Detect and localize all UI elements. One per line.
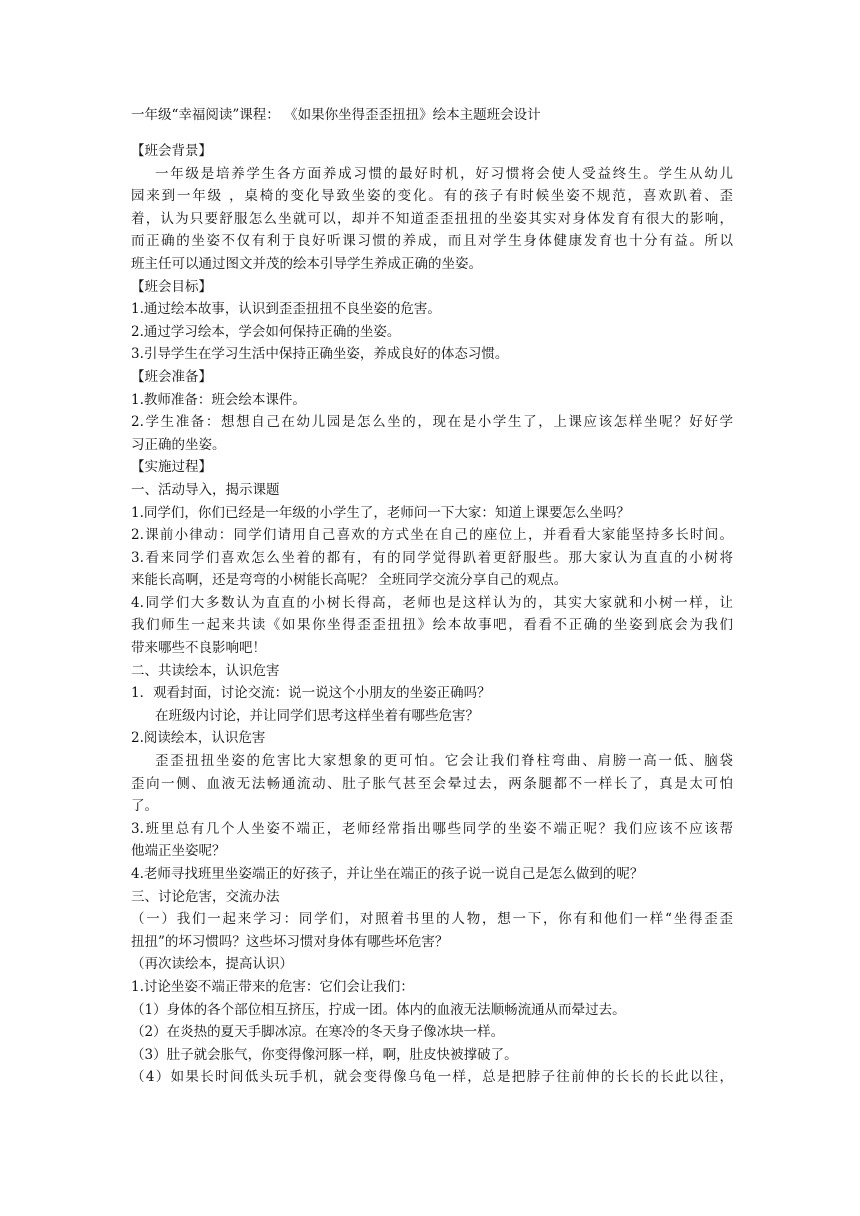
text-line: 3.看来同学们喜欢怎么坐着的都有，有的同学觉得趴着更舒服些。那大家认为直直的小树将: [131, 549, 733, 566]
text-line: 在班级内讨论，并让同学们思考这样坐着有哪些危害？: [155, 707, 479, 724]
text-line: 2.阅读绘本，认识危害: [131, 730, 266, 747]
text-line: （3）肚子就会胀气，你变得像河豚一样，啊，肚皮快被撑破了。: [131, 1046, 518, 1063]
text-line: 2.通过学习绘本，学会如何保持正确的坐姿。: [131, 323, 401, 340]
text-line: 【班会背景】: [131, 143, 212, 159]
text-line: 2.课前小律动：同学们请用自己喜欢的方式坐在自己的座位上，并看看大家能坚持多长时间。: [131, 527, 733, 544]
text-line: 来能长高啊，还是弯弯的小树能长高呢？ 全班同学交流分享自己的观点。: [131, 572, 568, 589]
text-line: 1.教师准备：班会绘本课件。: [131, 391, 306, 408]
text-line: 【班会准备】: [131, 368, 212, 385]
document-title: 一年级“幸福阅读”课程： 《如果你坐得歪歪扭扭》绘本主题班会设计: [131, 107, 541, 123]
text-line: 他端正坐姿呢？: [131, 843, 226, 860]
text-line: 我们师生一起来共读《如果你坐得歪歪扭扭》绘本故事吧，看看不正确的坐姿到底会为我们: [131, 617, 733, 634]
text-line: 带来哪些不良影响吧！: [131, 640, 266, 657]
text-line: 着，认为只要舒服怎么坐就可以，却并不知道歪歪扭扭的坐姿其实对身体发育有很大的影响，: [131, 210, 733, 227]
text-line: 1.讨论坐姿不端正带来的危害：它们会让我们：: [131, 978, 414, 995]
text-line: （4）如果长时间低头玩手机，就会变得像乌龟一样，总是把脖子往前伸的长长的长此以往，: [131, 1069, 733, 1086]
text-line: 扭扭”的坏习惯吗？这些坏习惯对身体有哪些坏危害？: [131, 933, 449, 950]
text-line: （再次读绘本，提高认识）: [131, 956, 293, 973]
text-line: 园来到一年级 ，桌椅的变化导致坐姿的变化。有的孩子有时候坐姿不规范，喜欢趴着、歪: [131, 188, 733, 205]
text-line: 三、讨论危害，交流办法: [131, 888, 280, 905]
text-line: 歪向一侧、血液无法畅通流动、肚子胀气甚至会晕过去，两条腿都不一样长了，真是太可怕: [131, 775, 733, 792]
text-line: 1.同学们，你们已经是一年级的小学生了，老师问一下大家：知道上课要怎么坐吗？: [131, 504, 630, 521]
text-line: 1.通过绘本故事，认识到歪歪扭扭不良坐姿的危害。: [131, 301, 441, 318]
title-spacer: [131, 127, 733, 140]
text-line: 而正确的坐姿不仅有利于良好听课习惯的养成，而且对学生身体健康发育也十分有益。所以: [131, 233, 733, 250]
text-line: 习正确的坐姿。: [131, 436, 226, 453]
text-line: 一年级是培养学生各方面养成习惯的最好时机，好习惯将会使人受益终生。学生从幼儿: [155, 165, 733, 182]
text-line: （一）我们一起来学习：同学们，对照着书里的人物，想一下，你有和他们一样“坐得歪歪: [131, 911, 733, 928]
document-body: [131, 103, 733, 1089]
document-lines: [131, 140, 733, 1089]
text-line: 一、活动导入，揭示课题: [131, 481, 280, 498]
text-line: 【班会目标】: [131, 278, 212, 295]
text-line: 3.班里总有几个人坐姿不端正，老师经常指出哪些同学的坐姿不端正呢？我们应该不应该帮: [131, 820, 733, 837]
text-line: 1．观看封面，讨论交流：说一说这个小朋友的坐姿正确吗？: [131, 685, 491, 702]
text-line: 4.同学们大多数认为直直的小树长得高，老师也是这样认为的，其实大家就和小树一样，让: [131, 594, 733, 611]
text-line: 2.学生准备：想想自己在幼儿园是怎么坐的，现在是小学生了，上课应该怎样坐呢？好好学: [131, 414, 733, 431]
text-line: 歪歪扭扭坐姿的危害比大家想象的更可怕。它会让我们脊柱弯曲、肩膀一高一低、脑袋: [155, 753, 733, 770]
text-line: （2）在炎热的夏天手脚冰凉。在寒冷的冬天身子像冰块一样。: [131, 1024, 505, 1041]
text-line: 了。: [131, 798, 158, 815]
text-line: 【实施过程】: [131, 459, 212, 476]
text-line: （1）身体的各个部位相互挤压，拧成一团。体内的血液无法顺畅流通从而晕过去。: [131, 1001, 626, 1018]
text-line: 4.老师寻找班里坐姿端正的好孩子，并让坐在端正的孩子说一说自己是怎么做到的呢？: [131, 866, 644, 882]
text-line: 3.引导学生在学习生活中保持正确坐姿，养成良好的体态习惯。: [131, 346, 509, 363]
text-line: 班主任可以通过图文并茂的绘本引导学生养成正确的坐姿。: [131, 255, 482, 272]
text-line: 二、共读绘本，认识危害: [131, 662, 280, 679]
